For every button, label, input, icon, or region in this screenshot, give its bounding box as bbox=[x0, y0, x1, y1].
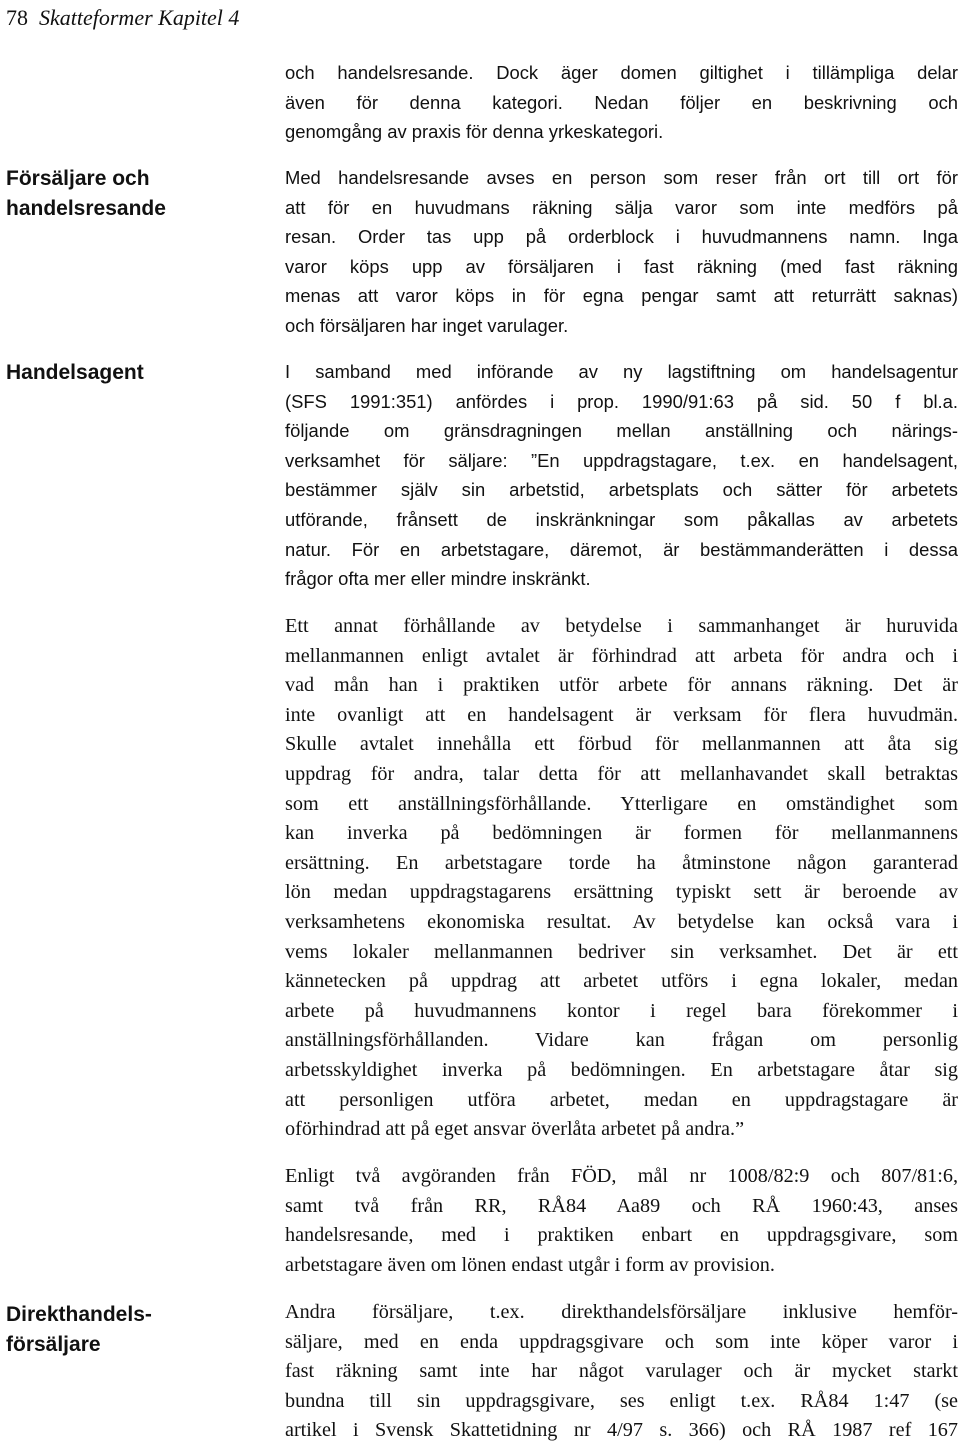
text-line: Ett annat förhållande av betydelse i sammanhanget är huruvida bbox=[285, 615, 958, 637]
text-line: verksamhetens ekonomiska resultat. Av betydelse kan också vara i bbox=[285, 910, 958, 933]
text-line: Med handelsresande avses en person som reser från ort till ort för bbox=[285, 167, 958, 188]
text-line: utförande, frånsett de inskränkningar som påkallas av arbetets bbox=[285, 508, 958, 530]
text-line: som ett anställningsförhållande. Ytterligare en omständighet som bbox=[285, 792, 958, 815]
text-line: verksamhet för säljare: ”En uppdragstagare, t.ex. en handelsagent, bbox=[285, 449, 958, 471]
text-line: anställningsförhållanden. Vidare kan frågan om personlig bbox=[285, 1029, 958, 1052]
text-line: att personligen utföra arbetet, medan en uppdragstagare är bbox=[285, 1088, 958, 1111]
text-line: fast räkning samt inte har något varulager och är mycket starkt bbox=[285, 1360, 958, 1383]
running-header bbox=[6, 4, 239, 32]
text-line: Andra försäljare, t.ex. direkthandelsförsäljare inklusive hemför- bbox=[285, 1301, 958, 1323]
text-line: arbetstagare även om lönen endast utgår i form av provision. bbox=[285, 1253, 775, 1276]
text-line: ersättning. En arbetstagare torde ha åtminstone någon garanterad bbox=[285, 851, 958, 874]
side-note-forsaljare bbox=[6, 164, 246, 224]
paragraph-intro bbox=[285, 58, 958, 147]
text-line: Skulle avtalet innehålla ett förbud för mellanmannen att åta sig bbox=[285, 733, 958, 756]
text-line: vems lokaler mellanmannen bedriver sin verksamhet. Det är ett bbox=[285, 940, 958, 963]
text-line: varor köps upp av försäljaren i fast räkning (med fast räkning bbox=[285, 255, 958, 277]
side-note-line: Handelsagent bbox=[6, 361, 144, 384]
text-line: (SFS 1991:351) anfördes i prop. 1990/91:63 på sid. 50 f bl.a. bbox=[285, 390, 958, 412]
text-line: menas att varor köps in för egna pengar samt att returrätt saknas) bbox=[285, 285, 958, 307]
text-line: kännetecken på uppdrag att arbetet utförs i egna lokaler, medan bbox=[285, 970, 958, 993]
text-line: arbete på huvudmannens kontor i regel bara förekommer i bbox=[285, 999, 958, 1022]
side-note-direkthandel bbox=[6, 1300, 246, 1360]
text-line: mellanmannen enligt avtalet är förhindrad att arbeta för andra och i bbox=[285, 644, 958, 667]
page-number: 78 bbox=[6, 5, 28, 30]
side-note-line: försäljare bbox=[6, 1333, 101, 1356]
paragraph-avgoranden bbox=[285, 1162, 958, 1280]
text-line: handelsresande, med i praktiken enbart en uppdragsgivare, som bbox=[285, 1224, 958, 1247]
side-note-line: Direkthandels- bbox=[6, 1303, 152, 1326]
text-line: följande om gränsdragningen mellan anställning och närings- bbox=[285, 420, 958, 442]
paragraph-forhallande bbox=[285, 612, 958, 1145]
text-line: artikel i Svensk Skattetidning nr 4/97 s. 366) och RÅ 1987 ref 167 bbox=[285, 1419, 958, 1442]
text-line: även för denna kategori. Nedan följer en beskrivning och bbox=[285, 91, 958, 113]
text-line: arbetsskyldighet inverka på bedömningen. En arbetstagare åtar sig bbox=[285, 1058, 958, 1081]
text-line: natur. För en arbetstagare, däremot, är bestämmanderätten i dessa bbox=[285, 538, 958, 560]
side-note-handelsagent bbox=[6, 358, 246, 388]
paragraph-handelsagent bbox=[285, 357, 958, 594]
text-line: bestämmer själv sin arbetstid, arbetsplats och sätter för arbetets bbox=[285, 479, 958, 501]
text-line: kan inverka på bedömningen är formen för mellanmannens bbox=[285, 822, 958, 845]
text-line: och handelsresande. Dock äger domen giltighet i tillämpliga delar bbox=[285, 62, 958, 83]
running-title: Skatteformer Kapitel 4 bbox=[39, 5, 240, 30]
text-line: frågor ofta mer eller mindre inskränkt. bbox=[285, 568, 591, 590]
text-line: genomgång av praxis för denna yrkeskategori. bbox=[285, 121, 664, 143]
paragraph-handelsresande bbox=[285, 163, 958, 341]
text-line: resan. Order tas upp på orderblock i huvudmannens namn. Inga bbox=[285, 226, 958, 248]
paragraph-direkthandel bbox=[285, 1298, 958, 1446]
text-line: inte ovanligt att en handelsagent är verksam för flera huvudmän. bbox=[285, 703, 958, 726]
text-line: vad mån han i praktiken utför arbete för annans räkning. Det är bbox=[285, 674, 958, 697]
text-line: uppdrag för andra, talar detta för att mellanhavandet skall betraktas bbox=[285, 762, 958, 785]
text-line: lön medan uppdragstagarens ersättning typiskt sett är beroende av bbox=[285, 881, 958, 904]
text-line: samt två från RR, RÅ84 Aa89 och RÅ 1960:43, anses bbox=[285, 1194, 958, 1217]
side-note-line: Försäljare och bbox=[6, 167, 150, 190]
side-note-line: handelsresande bbox=[6, 197, 166, 220]
text-line: Enligt två avgöranden från FÖD, mål nr 1008/82:9 och 807/81:6, bbox=[285, 1165, 958, 1187]
text-line: oförhindrad att på eget ansvar överlåta arbetet på andra.” bbox=[285, 1118, 745, 1141]
text-line: bundna till sin uppdragsgivare, ses enligt t.ex. RÅ84 1:47 (se bbox=[285, 1389, 958, 1412]
text-line: I samband med införande av ny lagstiftning om handelsagentur bbox=[285, 361, 958, 382]
text-line: säljare, med en enda uppdragsgivare och som inte köper varor i bbox=[285, 1330, 958, 1353]
text-line: och försäljaren har inget varulager. bbox=[285, 314, 569, 336]
text-line: att för en huvudmans räkning sälja varor som inte medförs på bbox=[285, 196, 958, 218]
